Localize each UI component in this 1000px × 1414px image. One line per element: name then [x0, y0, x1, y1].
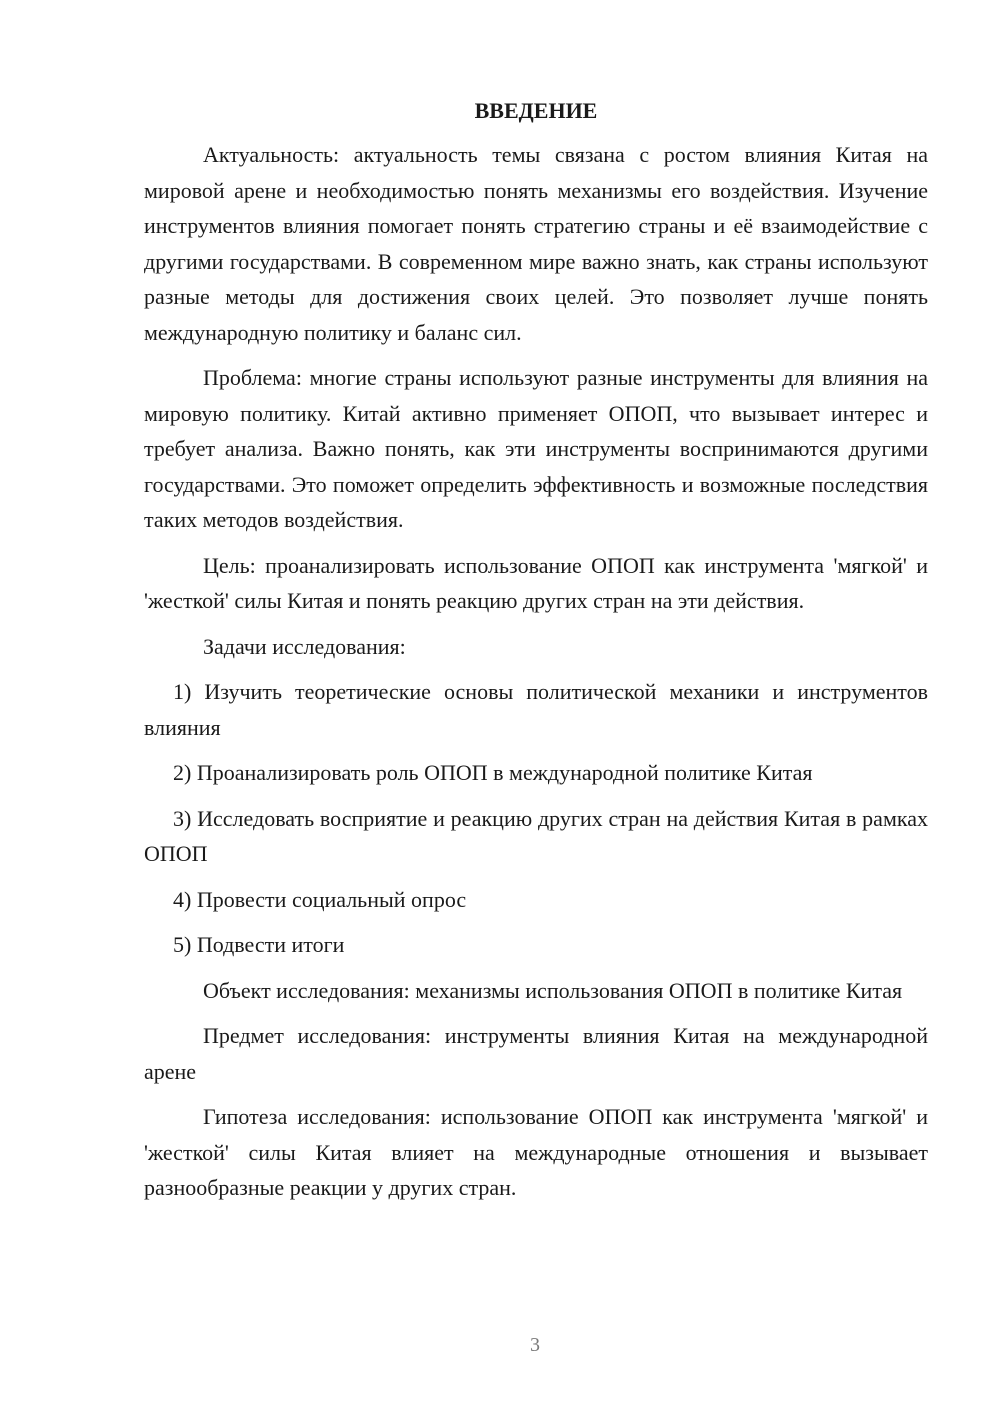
relevance-paragraph: Актуальность: актуальность темы связана с ростом влияния Китая на мировой арене и необходимостью понять механизмы его воздействия. Изучение инструментов влияния помогает понять стратегию страны и её взаимодействие с другими государствами. В современном мире важно знать, как страны используют разные методы для достижения своих целей. Это позволяет лучше понять международную политику и баланс сил.: [144, 142, 928, 345]
goal-paragraph: Цель: проанализировать использование ОПОП как инструмента 'мягкой' и 'жесткой' силы Китая и понять реакцию других стран на эти действия.: [144, 552, 928, 613]
task-item-5: 5) Подвести итоги: [173, 932, 345, 957]
hypothesis-paragraph: Гипотеза исследования: использование ОПОП как инструмента 'мягкой' и 'жесткой' силы Китая влияет на международные отношения и вызывает разнообразные реакции у других стран.: [144, 1104, 928, 1200]
task-item-3: 3) Исследовать восприятие и реакцию других стран на действия Китая в рамках ОПОП: [144, 805, 928, 866]
subject-paragraph: Предмет исследования: инструменты влияния Китая на международной арене: [144, 1023, 928, 1084]
document-page: [144, 96, 928, 1206]
task-item-1: 1) Изучить теоретические основы политической механики и инструментов влияния: [144, 679, 928, 740]
task-item-2: 2) Проанализировать роль ОПОП в международной политике Китая: [173, 760, 813, 785]
tasks-heading: Задачи исследования:: [203, 633, 406, 659]
page-number: 3: [530, 1334, 540, 1356]
object-paragraph: Объект исследования: механизмы использования ОПОП в политике Китая: [203, 977, 903, 1003]
problem-paragraph: Проблема: многие страны используют разные инструменты для влияния на мировую политику. Китай активно применяет ОПОП, что вызывает интерес и требует анализа. Важно понять, как эти инструменты воспринимаются другими государствами. Это поможет определить эффективность и возможные последствия таких методов воздействия.: [144, 365, 928, 532]
task-item-4: 4) Провести социальный опрос: [173, 886, 467, 912]
page-title: ВВЕДЕНИЕ: [474, 98, 598, 123]
